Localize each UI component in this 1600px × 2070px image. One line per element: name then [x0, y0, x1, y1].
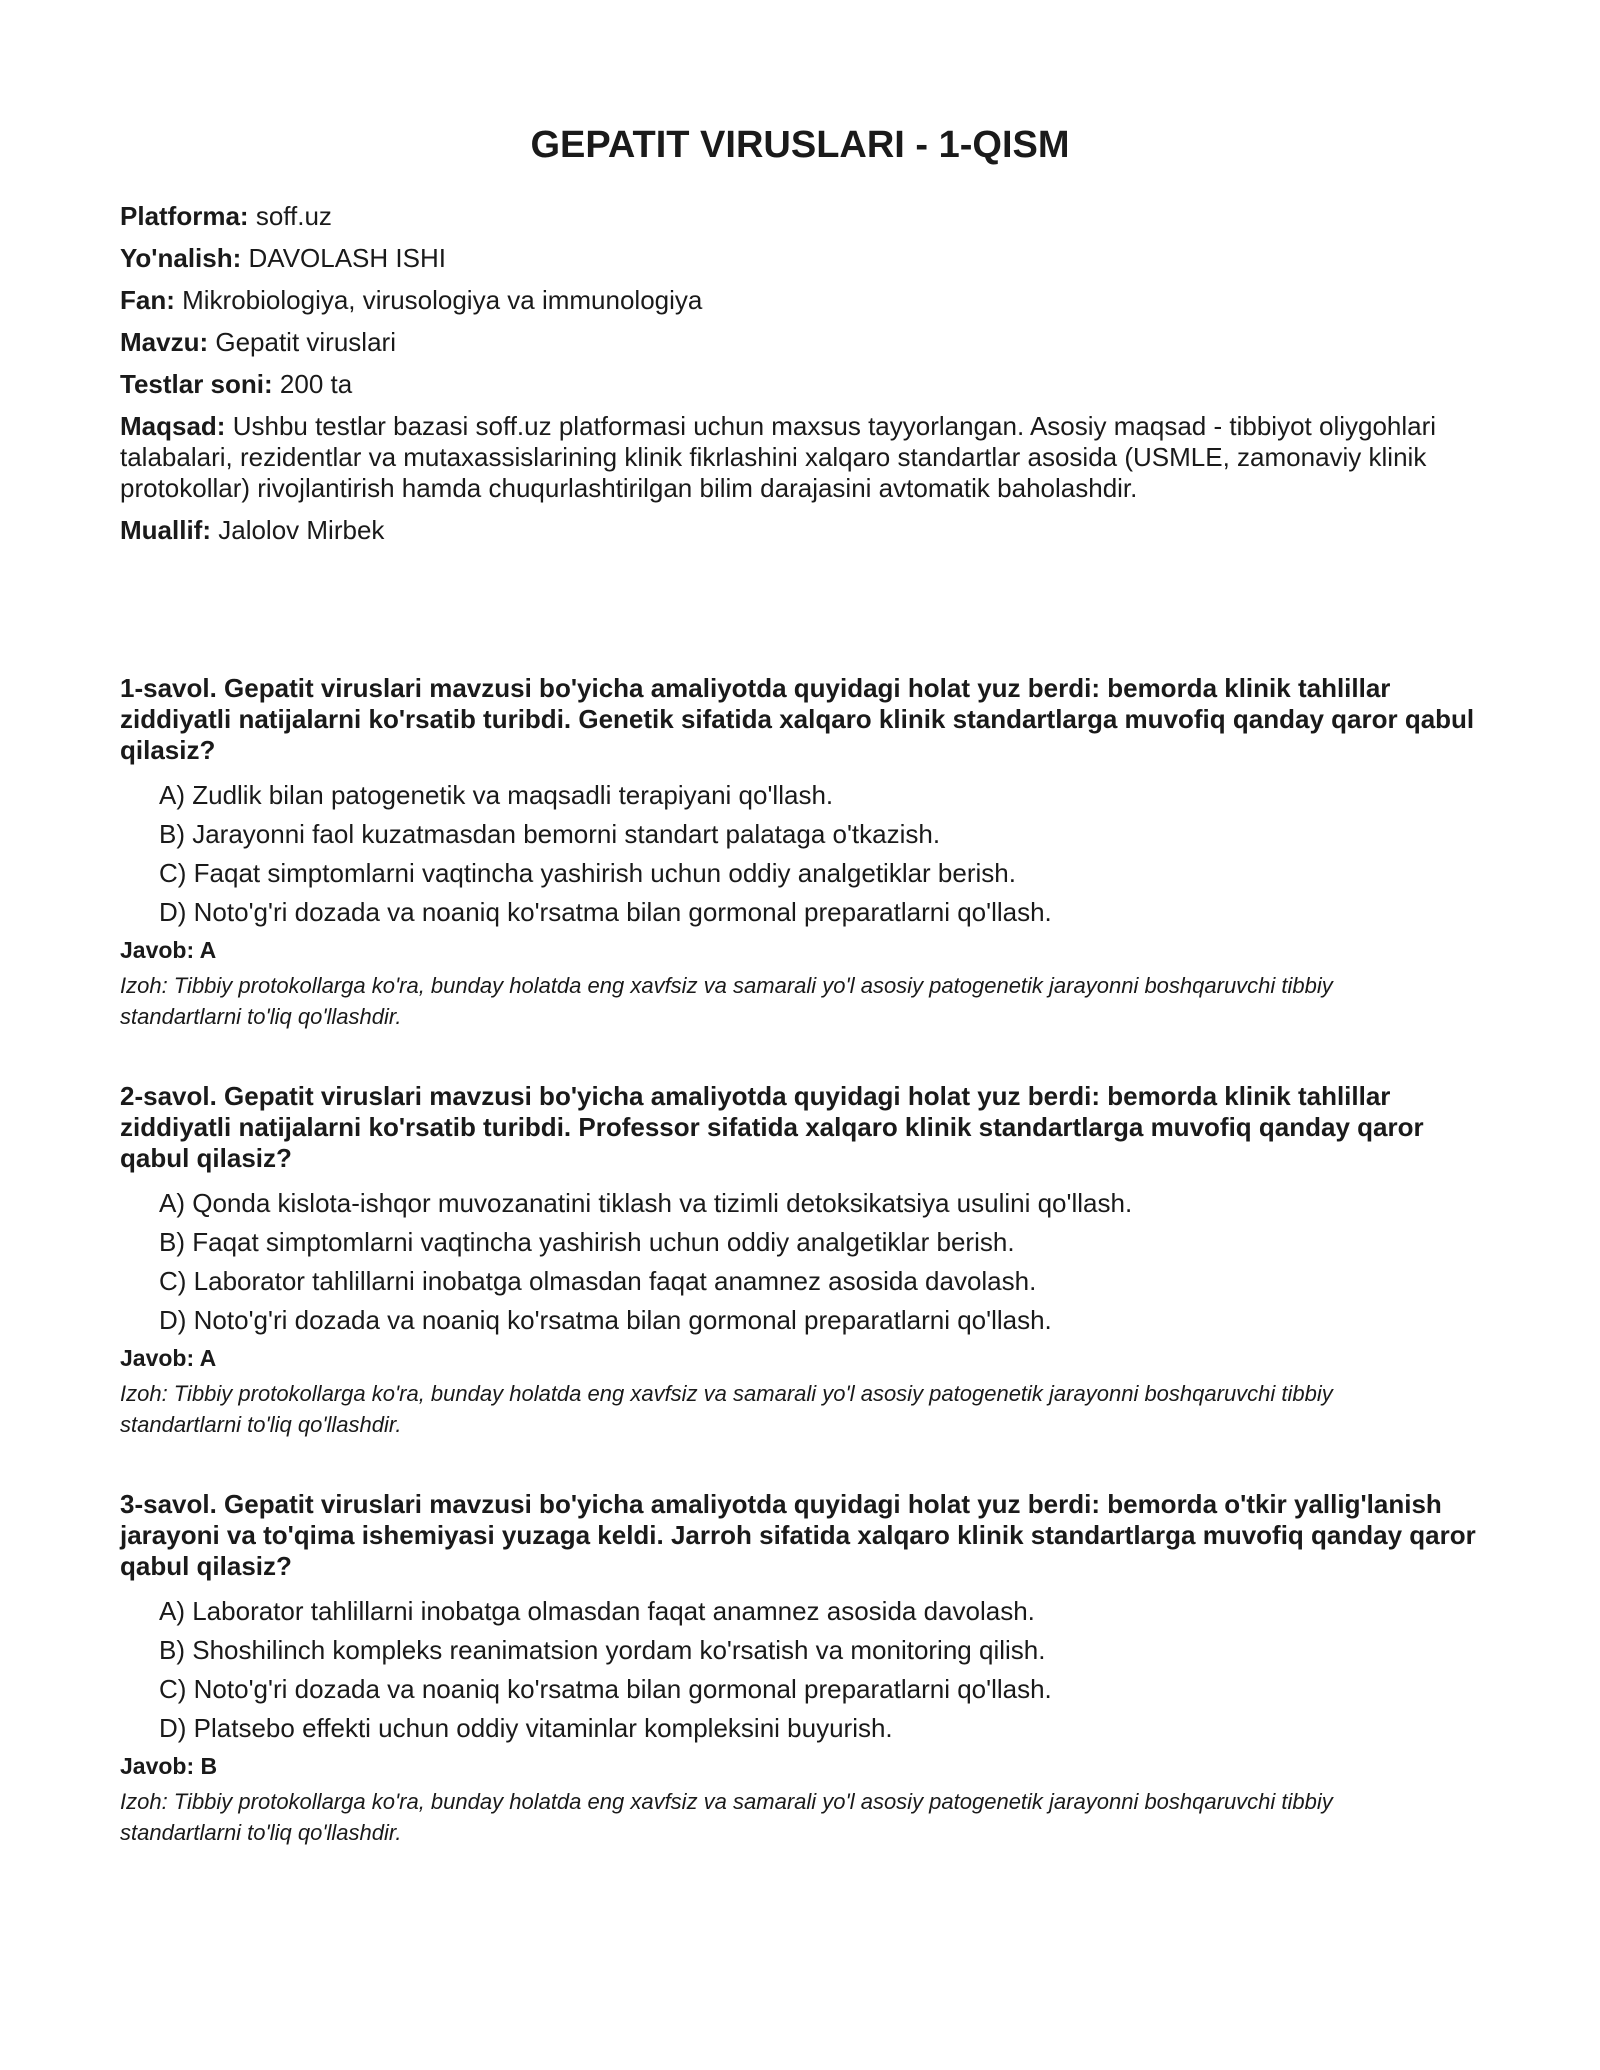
- meta-key: Muallif:: [120, 515, 211, 545]
- question-list: [120, 673, 1490, 1897]
- answer-options: [120, 1188, 1490, 1336]
- meta-key: Mavzu:: [120, 327, 209, 357]
- meta-maqsad: [120, 411, 1480, 504]
- meta-value: Ushbu testlar bazasi soff.uz platformasi uchun maxsus tayyorlangan. Asosiy maqsad - tibbiyot oliygohlari talabalari, rezidentlar va mutaxassislarining klinik fikrlashini xalqaro standartlar asosida (USMLE, zamonaviy klinik protokollar) rivojlantirish hamda chuqurlashtirilgan bilim darajasini avtomatik baholashdir.: [120, 411, 1437, 503]
- answer-key: Javob: A: [120, 937, 217, 963]
- meta-value: Mikrobiologiya, virusologiya va immunologiya: [182, 285, 703, 315]
- option-b: B) Jarayonni faol kuzatmasdan bemorni standart palataga o'tkazish.: [159, 819, 941, 849]
- option-d: D) Platsebo effekti uchun oddiy vitaminlar kompleksini buyurish.: [159, 1713, 893, 1743]
- meta-key: Fan:: [120, 285, 175, 315]
- question-2: [120, 1081, 1490, 1489]
- option-c: C) Noto'g'ri dozada va noaniq ko'rsatma bilan gormonal preparatlarni qo'llash.: [159, 1674, 1052, 1704]
- option-c: C) Faqat simptomlarni vaqtincha yashirish uchun oddiy analgetiklar berish.: [159, 858, 1016, 888]
- option-a: A) Laborator tahlillarni inobatga olmasdan faqat anamnez asosida davolash.: [159, 1596, 1035, 1626]
- meta-key: Testlar soni:: [120, 369, 273, 399]
- meta-value: Jalolov Mirbek: [218, 515, 385, 545]
- meta-value: 200 ta: [279, 369, 353, 399]
- meta-mavzu: [120, 327, 1480, 358]
- answer-key: Javob: A: [120, 1345, 217, 1371]
- option-b: B) Faqat simptomlarni vaqtincha yashirish uchun oddiy analgetiklar berish.: [159, 1227, 1015, 1257]
- answer-explanation: Izoh: Tibbiy protokollarga ko'ra, bunday holatda eng xavfsiz va samarali yo'l asosiy patogenetik jarayonni boshqaruvchi tibbiy standartlarni to'liq qo'llashdir.: [120, 973, 1333, 1029]
- meta-value: Gepatit viruslari: [215, 327, 396, 357]
- question-3: [120, 1489, 1490, 1897]
- option-a: A) Qonda kislota-ishqor muvozanatini tiklash va tizimli detoksikatsiya usulini qo'llash.: [159, 1188, 1133, 1218]
- option-c: C) Laborator tahlillarni inobatga olmasdan faqat anamnez asosida davolash.: [159, 1266, 1037, 1296]
- answer-options: [120, 1596, 1490, 1744]
- answer-explanation: Izoh: Tibbiy protokollarga ko'ra, bunday holatda eng xavfsiz va samarali yo'l asosiy patogenetik jarayonni boshqaruvchi tibbiy standartlarni to'liq qo'llashdir.: [120, 1381, 1333, 1437]
- meta-platforma: [120, 201, 1480, 232]
- question-text: 1-savol. Gepatit viruslari mavzusi bo'yicha amaliyotda quyidagi holat yuz berdi: bemorda klinik tahlillar ziddiyatli natijalarni ko'rsatib turibdi. Genetik sifatida xalqaro klinik standartlarga muvofiq qanday qaror qabul qilasiz?: [120, 673, 1475, 765]
- document-title: GEPATIT VIRUSLARI - 1-QISM: [530, 124, 1070, 166]
- meta-value: DAVOLASH ISHI: [248, 243, 446, 273]
- option-d: D) Noto'g'ri dozada va noaniq ko'rsatma bilan gormonal preparatlarni qo'llash.: [159, 897, 1052, 927]
- answer-explanation: Izoh: Tibbiy protokollarga ko'ra, bunday holatda eng xavfsiz va samarali yo'l asosiy patogenetik jarayonni boshqaruvchi tibbiy standartlarni to'liq qo'llashdir.: [120, 1789, 1333, 1845]
- question-text: 2-savol. Gepatit viruslari mavzusi bo'yicha amaliyotda quyidagi holat yuz berdi: bemorda klinik tahlillar ziddiyatli natijalarni ko'rsatib turibdi. Professor sifatida xalqaro klinik standartlarga muvofiq qanday qaror qabul qilasiz?: [120, 1081, 1424, 1173]
- option-a: A) Zudlik bilan patogenetik va maqsadli terapiyani qo'llash.: [159, 780, 834, 810]
- meta-key: Yo'nalish:: [120, 243, 242, 273]
- document-meta: [120, 201, 1480, 557]
- meta-yonalish: [120, 243, 1480, 274]
- meta-value: soff.uz: [255, 201, 332, 231]
- meta-testlar-soni: [120, 369, 1480, 400]
- question-1: [120, 673, 1490, 1081]
- answer-options: [120, 780, 1490, 928]
- meta-muallif: [120, 515, 1480, 546]
- option-b: B) Shoshilinch kompleks reanimatsion yordam ko'rsatish va monitoring qilish.: [159, 1635, 1046, 1665]
- meta-key: Platforma:: [120, 201, 249, 231]
- question-text: 3-savol. Gepatit viruslari mavzusi bo'yicha amaliyotda quyidagi holat yuz berdi: bemorda o'tkir yallig'lanish jarayoni va to'qima ishemiyasi yuzaga keldi. Jarroh sifatida xalqaro klinik standartlarga muvofiq qanday qaror qabul qilasiz?: [120, 1489, 1476, 1581]
- meta-fan: [120, 285, 1480, 316]
- meta-key: Maqsad:: [120, 411, 226, 441]
- answer-key: Javob: B: [120, 1753, 218, 1779]
- option-d: D) Noto'g'ri dozada va noaniq ko'rsatma bilan gormonal preparatlarni qo'llash.: [159, 1305, 1052, 1335]
